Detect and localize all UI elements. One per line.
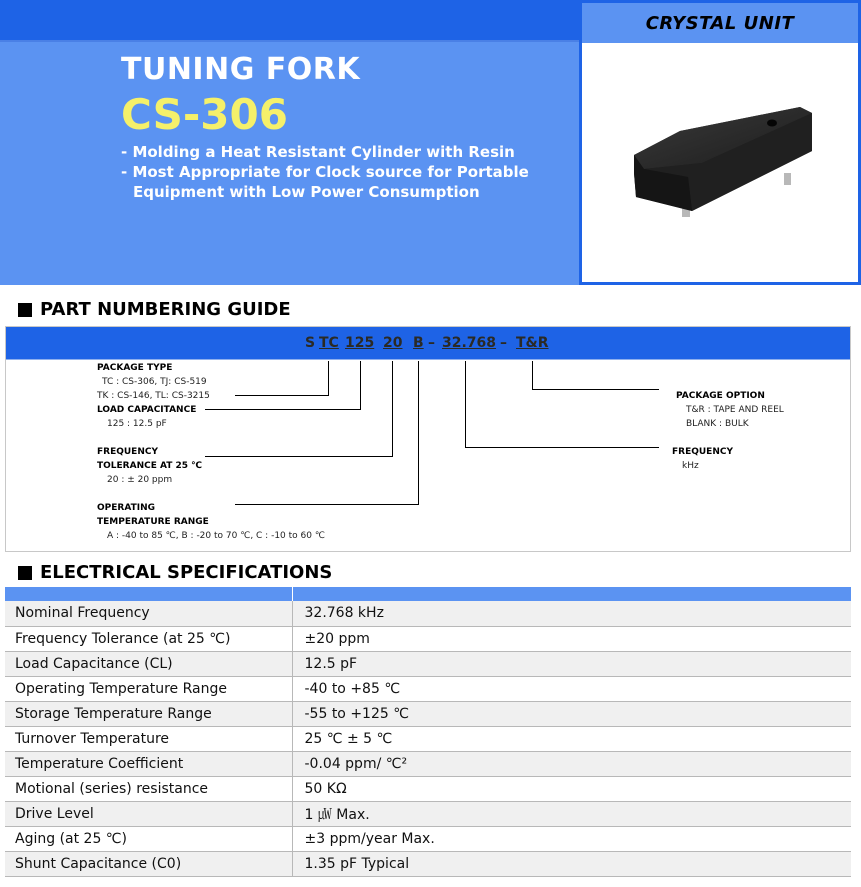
table-header-cell xyxy=(292,587,851,601)
spec-name: Aging (at 25 ℃) xyxy=(5,826,292,851)
spec-name: Nominal Frequency xyxy=(5,601,292,626)
connector-line xyxy=(532,361,533,389)
table-row xyxy=(5,776,851,801)
table-header-cell xyxy=(5,587,292,601)
connector-line xyxy=(360,361,361,409)
spec-name: Drive Level xyxy=(5,801,292,826)
spec-value: -0.04 ppm/ ℃² xyxy=(292,751,851,776)
connector-line xyxy=(465,447,659,448)
load-capacitance-value: 125 : 12.5 pF xyxy=(107,419,167,429)
connector-line xyxy=(418,361,419,504)
product-model: CS-306 xyxy=(121,90,288,139)
feature-list xyxy=(121,142,529,202)
spec-name: Shunt Capacitance (C0) xyxy=(5,851,292,876)
frequency-unit: kHz xyxy=(682,461,699,471)
connector-line xyxy=(235,504,419,505)
package-type-line: TK : CS-146, TL: CS-3215 xyxy=(97,391,210,401)
package-option-line: BLANK : BULK xyxy=(686,419,749,429)
pn-separator: – xyxy=(428,335,435,351)
spec-name: Motional (series) resistance xyxy=(5,776,292,801)
product-subtitle: TUNING FORK xyxy=(121,52,361,87)
spec-value: 1.35 pF Typical xyxy=(292,851,851,876)
table-row xyxy=(5,651,851,676)
connector-line xyxy=(205,409,361,410)
pn-segment-option: T&R xyxy=(516,335,549,351)
spec-name: Turnover Temperature xyxy=(5,726,292,751)
operating-temp-value: A : -40 to 85 ℃, B : -20 to 70 ℃, C : -10 to 60 ℃ xyxy=(107,531,325,541)
load-capacitance-label: LOAD CAPACITANCE xyxy=(97,405,197,415)
table-row xyxy=(5,726,851,751)
spec-name: Load Capacitance (CL) xyxy=(5,651,292,676)
table-row xyxy=(5,801,851,826)
electrical-specs-heading xyxy=(18,562,332,583)
connector-line xyxy=(465,361,466,447)
part-numbering-title: PART NUMBERING GUIDE xyxy=(40,299,291,320)
spec-value: 12.5 pF xyxy=(292,651,851,676)
table-row xyxy=(5,851,851,876)
pn-segment-frequency: 32.768 xyxy=(442,335,497,351)
pn-separator: – xyxy=(500,335,507,351)
frequency-label: FREQUENCY xyxy=(672,447,733,457)
table-row xyxy=(5,751,851,776)
pn-segment-tolerance: 20 xyxy=(383,335,403,351)
header-top-bar xyxy=(0,0,579,42)
table-row xyxy=(5,676,851,701)
crystal-unit-image xyxy=(622,93,822,243)
table-row xyxy=(5,626,851,651)
pn-segment-prefix: S xyxy=(305,335,316,351)
electrical-specs-title: ELECTRICAL SPECIFICATIONS xyxy=(40,562,333,583)
category-label: CRYSTAL UNIT xyxy=(645,12,795,34)
pn-segment-load: 125 xyxy=(345,335,375,351)
spec-value: ±20 ppm xyxy=(292,626,851,651)
connector-line xyxy=(328,361,329,395)
pn-segment-package: TC xyxy=(319,335,339,351)
spec-name: Frequency Tolerance (at 25 ℃) xyxy=(5,626,292,651)
spec-value: 32.768 kHz xyxy=(292,601,851,626)
table-row xyxy=(5,601,851,626)
table-row xyxy=(5,701,851,726)
spec-value: 50 KΩ xyxy=(292,776,851,801)
heading-bullet-icon xyxy=(18,303,32,317)
part-numbering-heading xyxy=(18,299,291,320)
package-option-line: T&R : TAPE AND REEL xyxy=(686,405,784,415)
pn-segment-temp: B xyxy=(413,335,424,351)
operating-temp-label: TEMPERATURE RANGE xyxy=(97,517,209,527)
table-header-row xyxy=(5,587,851,601)
spec-value: 1 ㎼ Max. xyxy=(292,801,851,826)
feature-item: - Molding a Heat Resistant Cylinder with Resin xyxy=(121,143,515,161)
spec-value: -55 to +125 ℃ xyxy=(292,701,851,726)
spec-name: Temperature Coefficient xyxy=(5,751,292,776)
operating-temp-label: OPERATING xyxy=(97,503,155,513)
table-row xyxy=(5,826,851,851)
connector-line xyxy=(532,389,659,390)
package-type-label: PACKAGE TYPE xyxy=(97,363,173,373)
frequency-tolerance-value: 20 : ± 20 ppm xyxy=(107,475,173,485)
spec-value: ±3 ppm/year Max. xyxy=(292,826,851,851)
frequency-tolerance-label: FREQUENCY xyxy=(97,447,158,457)
connector-line xyxy=(205,456,393,457)
package-option-label: PACKAGE OPTION xyxy=(676,391,765,401)
part-numbering-box xyxy=(5,326,851,552)
heading-bullet-icon xyxy=(18,566,32,580)
connector-line xyxy=(392,361,393,456)
feature-item: Equipment with Low Power Consumption xyxy=(133,183,480,201)
electrical-specs-table xyxy=(5,587,851,877)
package-type-line: TC : CS-306, TJ: CS-519 xyxy=(102,377,207,387)
product-image-panel xyxy=(579,0,861,285)
spec-name: Operating Temperature Range xyxy=(5,676,292,701)
feature-item: - Most Appropriate for Clock source for Portable xyxy=(121,163,529,181)
connector-line xyxy=(235,395,329,396)
spec-name: Storage Temperature Range xyxy=(5,701,292,726)
category-header xyxy=(582,3,858,43)
spec-value: -40 to +85 ℃ xyxy=(292,676,851,701)
part-number-bar xyxy=(6,327,850,360)
frequency-tolerance-label: TOLERANCE AT 25 ℃ xyxy=(97,461,203,471)
spec-value: 25 ℃ ± 5 ℃ xyxy=(292,726,851,751)
